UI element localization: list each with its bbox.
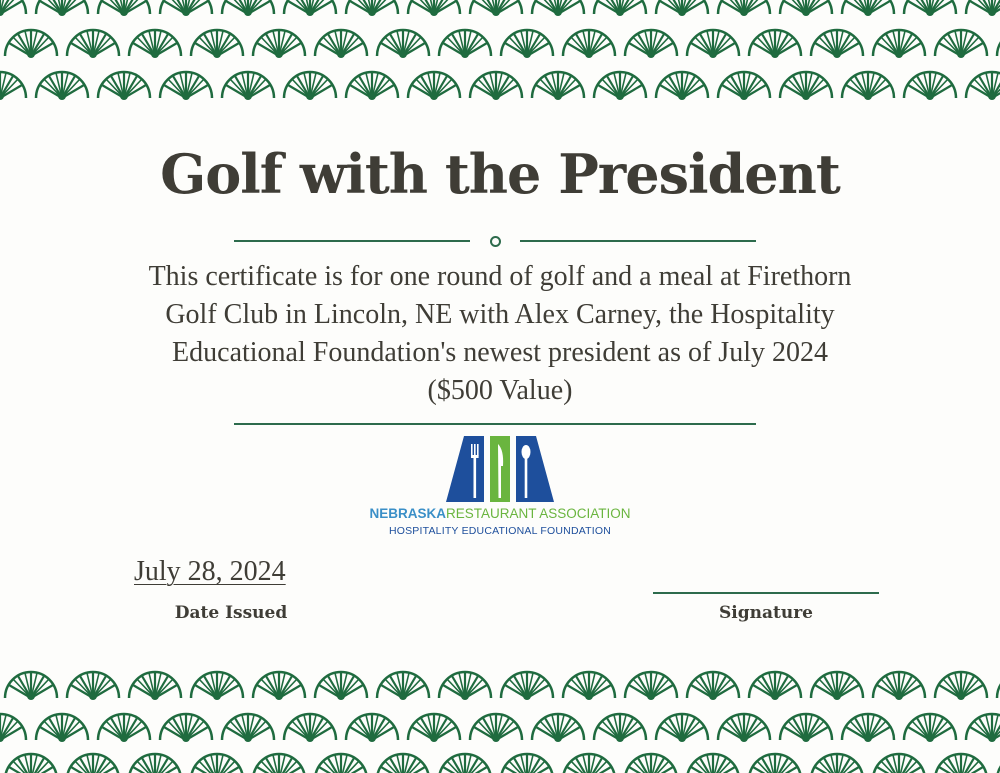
fan-motif <box>625 30 677 58</box>
fan-motif <box>0 714 26 742</box>
fan-motif <box>408 72 460 100</box>
logo-association-rest: RESTAURANT ASSOCIATION <box>445 506 631 521</box>
fan-motif <box>160 714 212 742</box>
bottom-decorative-border <box>0 668 1000 773</box>
fan-motif <box>377 30 429 58</box>
fan-motif <box>780 714 832 742</box>
fan-motif <box>5 672 57 700</box>
nra-logo <box>360 436 640 546</box>
fan-motif <box>656 72 708 100</box>
fan-motif <box>749 754 801 773</box>
fan-motif <box>346 0 398 16</box>
fan-motif <box>67 672 119 700</box>
fan-motif <box>222 72 274 100</box>
fan-motif <box>687 754 739 773</box>
fan-motif <box>284 72 336 100</box>
fan-motif <box>98 72 150 100</box>
fan-motif <box>563 672 615 700</box>
fan-motif <box>935 672 987 700</box>
fan-motif <box>408 714 460 742</box>
fan-motif <box>842 0 894 16</box>
fan-motif <box>315 672 367 700</box>
fan-motif <box>129 30 181 58</box>
fan-motif <box>749 30 801 58</box>
date-issued-label: Date Issued <box>174 603 288 623</box>
fan-motif <box>284 714 336 742</box>
fan-motif <box>408 0 460 16</box>
fan-motif <box>5 30 57 58</box>
fan-motif <box>563 754 615 773</box>
fan-motif <box>346 72 398 100</box>
fan-motif <box>935 30 987 58</box>
fan-motif <box>470 72 522 100</box>
fan-motif <box>67 754 119 773</box>
logo-state-name: NEBRASKA <box>369 506 446 521</box>
fan-motif <box>904 714 956 742</box>
fan-motif <box>439 754 491 773</box>
signature-line <box>653 592 879 594</box>
title-divider-left <box>234 240 470 242</box>
fan-motif <box>284 0 336 16</box>
description-line: This certificate is for one round of golf and a meal at Firethorn <box>148 261 852 292</box>
fan-motif <box>253 30 305 58</box>
fan-motif <box>501 30 553 58</box>
title-divider-dot <box>490 236 501 247</box>
fan-motif <box>532 714 584 742</box>
certificate-value: ($500 Value) <box>427 375 573 406</box>
fan-motif <box>904 0 956 16</box>
fan-motif <box>160 0 212 16</box>
fan-motif <box>966 0 1000 16</box>
fan-motif <box>811 754 863 773</box>
fan-motif <box>563 30 615 58</box>
fan-motif <box>718 72 770 100</box>
fan-motif <box>129 754 181 773</box>
fan-motif <box>36 714 88 742</box>
title-divider-right <box>520 240 756 242</box>
fan-motif <box>873 672 925 700</box>
fan-motif <box>749 672 801 700</box>
fan-motif <box>656 714 708 742</box>
fan-motif <box>842 714 894 742</box>
fan-motif <box>439 672 491 700</box>
fan-motif <box>470 0 522 16</box>
description-line: Educational Foundation's newest president as of July 2024 <box>172 337 828 368</box>
fan-motif <box>470 714 522 742</box>
fan-motif <box>656 0 708 16</box>
logo-association-name <box>360 506 640 521</box>
fan-motif <box>377 672 429 700</box>
fan-motif <box>780 72 832 100</box>
fan-motif <box>160 72 212 100</box>
fan-motif <box>501 672 553 700</box>
fan-motif <box>222 714 274 742</box>
fan-motif <box>191 30 243 58</box>
fan-motif <box>718 0 770 16</box>
fan-motif <box>191 672 243 700</box>
fan-motif <box>315 30 367 58</box>
fan-motif <box>594 72 646 100</box>
body-divider <box>234 423 756 425</box>
fan-motif <box>532 72 584 100</box>
signature-label: Signature <box>719 603 813 623</box>
fan-motif <box>439 30 491 58</box>
fan-motif <box>718 714 770 742</box>
fan-motif <box>966 72 1000 100</box>
fan-motif <box>811 672 863 700</box>
fan-motif <box>842 72 894 100</box>
fan-motif <box>966 714 1000 742</box>
top-decorative-border <box>0 0 1000 100</box>
fan-motif <box>377 754 429 773</box>
description-line: Golf Club in Lincoln, NE with Alex Carney, the Hospitality <box>165 299 835 330</box>
fan-motif <box>594 714 646 742</box>
fan-motif <box>67 30 119 58</box>
fan-motif <box>532 0 584 16</box>
fan-motif <box>129 672 181 700</box>
fan-motif <box>687 672 739 700</box>
fan-motif <box>0 72 26 100</box>
fan-motif <box>904 72 956 100</box>
fan-motif <box>191 754 243 773</box>
fan-motif <box>36 0 88 16</box>
certificate-description <box>100 258 900 372</box>
fan-motif <box>253 754 305 773</box>
fan-motif <box>346 714 398 742</box>
fan-motif <box>811 30 863 58</box>
fan-motif <box>594 0 646 16</box>
fork-knife-spoon-icon <box>440 436 560 502</box>
date-issued-value: July 28, 2024 <box>134 556 286 587</box>
fan-motif <box>873 30 925 58</box>
fan-motif <box>253 672 305 700</box>
certificate-title: Golf with the President <box>160 142 840 206</box>
fan-motif <box>36 72 88 100</box>
fan-motif <box>98 0 150 16</box>
fan-motif <box>98 714 150 742</box>
fan-motif <box>625 754 677 773</box>
fan-motif <box>873 754 925 773</box>
fan-motif <box>687 30 739 58</box>
fan-motif <box>0 0 26 16</box>
fan-motif <box>625 672 677 700</box>
logo-foundation-name: HOSPITALITY EDUCATIONAL FOUNDATION <box>388 525 612 537</box>
fan-motif <box>5 754 57 773</box>
fan-motif <box>315 754 367 773</box>
fan-motif <box>935 754 987 773</box>
fan-motif <box>222 0 274 16</box>
fan-motif <box>501 754 553 773</box>
fan-motif <box>780 0 832 16</box>
